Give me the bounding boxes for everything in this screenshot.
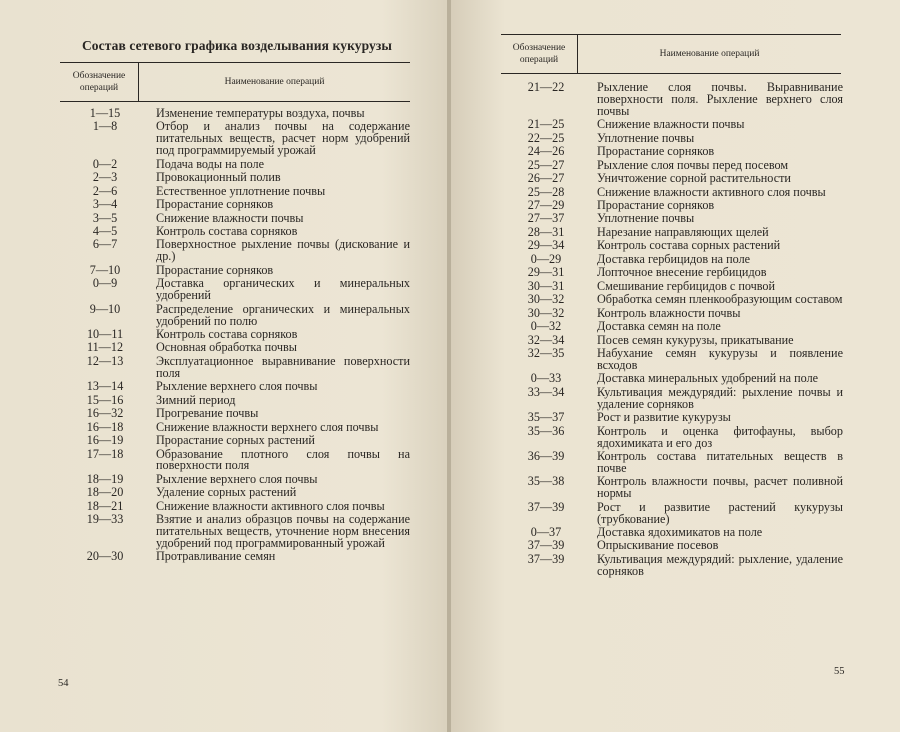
operation-name: Естественное уплотнение почвы xyxy=(156,183,326,198)
table-row xyxy=(501,499,843,526)
table-row xyxy=(60,471,410,486)
operation-code: 0—29 xyxy=(530,251,562,266)
table-row xyxy=(60,487,410,499)
operation-code: 36—39 xyxy=(527,448,565,463)
table-row xyxy=(501,224,843,239)
operation-code: 22—25 xyxy=(527,130,565,145)
operation-name: Рыхление слоя почвы перед посевом xyxy=(597,157,789,172)
table-row xyxy=(501,321,843,333)
operation-name: Протравливание семян xyxy=(156,549,276,564)
table-row xyxy=(501,278,843,293)
operation-code: 0—32 xyxy=(530,319,562,334)
operation-name: Контроль состава сорных растений xyxy=(597,238,781,253)
operation-code: 28—31 xyxy=(527,224,565,239)
header-name: Наименование операций xyxy=(224,77,325,87)
table-row xyxy=(501,412,843,424)
operation-name: Уплотнение почвы xyxy=(597,130,695,145)
operation-code: 0—2 xyxy=(92,156,118,171)
table-row xyxy=(501,119,843,131)
operation-code: 18—20 xyxy=(86,485,124,500)
operation-name: Обработка семян пленкообразующим составом xyxy=(597,292,843,307)
operation-code: 0—9 xyxy=(92,276,118,291)
table-header xyxy=(501,34,841,74)
operation-code: 27—37 xyxy=(527,211,565,226)
operation-name: Контроль состава питательных веществ в почве xyxy=(597,448,843,475)
table-row xyxy=(501,551,843,578)
operation-code: 16—32 xyxy=(86,406,124,421)
table-row xyxy=(60,183,410,198)
operation-name: Подача воды на поле xyxy=(156,156,265,171)
operation-code: 30—32 xyxy=(527,292,565,307)
operation-name: Культивация междурядий: рыхление почвы и удаление сорняков xyxy=(597,384,843,411)
operation-name: Снижение влажности верхнего слоя почвы xyxy=(156,419,379,434)
operation-code: 18—19 xyxy=(86,471,124,486)
operation-name: Рыхление верхнего слоя почвы xyxy=(156,379,318,394)
operation-name: Прорастание сорняков xyxy=(597,144,715,159)
operation-name: Доставка минеральных удобрений на поле xyxy=(597,371,819,386)
table-row xyxy=(60,435,410,447)
operation-name: Доставка органических и минеральных удобрений xyxy=(156,276,410,303)
table-row xyxy=(60,199,410,211)
operation-name: Доставка гербицидов на поле xyxy=(597,251,751,266)
operation-code: 1—8 xyxy=(92,119,118,134)
operation-code: 3—4 xyxy=(92,197,118,212)
table-row xyxy=(60,262,410,277)
table-row xyxy=(501,448,843,475)
operations-list-right xyxy=(501,82,843,579)
operation-code: 6—7 xyxy=(92,237,118,252)
table-row xyxy=(60,156,410,171)
operation-code: 21—22 xyxy=(527,80,565,94)
left-page xyxy=(0,0,449,732)
table-row xyxy=(501,130,843,145)
table-row xyxy=(60,326,410,341)
operation-code: 25—28 xyxy=(527,184,565,199)
operation-code: 37—39 xyxy=(527,499,565,514)
operation-code: 32—34 xyxy=(527,332,565,347)
operation-name: Контроль влажности почвы xyxy=(597,305,741,320)
table-row xyxy=(501,173,843,185)
operations-list-left xyxy=(60,108,410,565)
operation-name: Поверхностное рыхление почвы (дискование и др.) xyxy=(156,237,410,264)
operation-code: 13—14 xyxy=(86,379,124,394)
table-row xyxy=(60,381,410,393)
page-number-right: 55 xyxy=(834,666,845,677)
operation-code: 20—30 xyxy=(86,549,124,564)
table-row xyxy=(501,267,843,279)
operation-code: 10—11 xyxy=(86,326,124,341)
operation-code: 18—21 xyxy=(86,498,124,513)
operation-code: 30—32 xyxy=(527,305,565,320)
table-row xyxy=(501,476,843,500)
operation-code: 4—5 xyxy=(92,223,118,238)
table-title: Состав сетевого графика возделывания кукурузы xyxy=(81,38,393,53)
operation-code: 29—31 xyxy=(527,265,565,280)
operation-name: Уплотнение почвы xyxy=(597,211,695,226)
table-row xyxy=(60,342,410,354)
operation-name: Набухание семян кукурузы и появление всходов xyxy=(597,345,843,372)
table-row xyxy=(501,197,843,212)
table-row xyxy=(60,172,410,184)
operation-name: Снижение влажности почвы xyxy=(156,210,304,225)
operation-code: 2—3 xyxy=(92,170,118,185)
operation-name: Контроль состава сорняков xyxy=(156,223,298,238)
table-row xyxy=(60,392,410,407)
table-row xyxy=(60,223,410,238)
operation-name: Зимний период xyxy=(156,392,236,407)
header-code: Обозначение операций xyxy=(60,63,139,101)
operation-name: Опрыскивание посевов xyxy=(597,538,719,553)
table-row xyxy=(60,301,410,328)
operation-code: 17—18 xyxy=(86,446,124,461)
table-row xyxy=(501,423,843,450)
operation-name: Прорастание сорных растений xyxy=(156,433,315,448)
header-code: Обозначение операций xyxy=(501,35,578,73)
operation-name: Взятие и анализ образцов почвы на содержание питательных веществ, уточнение норм внесения удобрений под программированный урожай xyxy=(156,512,410,551)
page-number-left: 54 xyxy=(58,678,69,689)
operation-code: 37—39 xyxy=(527,538,565,553)
operation-code: 16—19 xyxy=(86,433,124,448)
operation-code: 26—27 xyxy=(527,171,565,186)
table-row xyxy=(60,408,410,420)
operation-code: 11—12 xyxy=(86,340,124,355)
table-row xyxy=(60,419,410,434)
operation-code: 25—27 xyxy=(527,157,565,172)
operation-name: Доставка ядохимикатов на поле xyxy=(597,525,763,540)
table-row xyxy=(60,278,410,302)
operation-name: Прорастание сорняков xyxy=(597,197,715,212)
table-row xyxy=(60,121,410,157)
operation-code: 9—10 xyxy=(89,301,121,316)
operation-code: 19—33 xyxy=(86,512,124,527)
operation-name: Отбор и анализ почвы на содержание питательных веществ, расчет норм удобрений под программируемый урожай xyxy=(156,119,410,158)
operation-code: 12—13 xyxy=(86,353,124,368)
operation-name: Культивация междурядий: рыхление, удаление сорняков xyxy=(597,551,843,578)
table-row xyxy=(501,146,843,158)
operation-name: Прорастание сорняков xyxy=(156,262,274,277)
table-row xyxy=(501,82,843,118)
table-row xyxy=(60,551,410,563)
operation-name: Смешивание гербицидов с почвой xyxy=(597,278,776,293)
operation-code: 15—16 xyxy=(86,392,124,407)
table-row xyxy=(501,332,843,347)
operation-code: 16—18 xyxy=(86,419,124,434)
table-row xyxy=(60,514,410,550)
table-row xyxy=(60,446,410,473)
operation-name: Уничтожение сорной растительности xyxy=(597,171,791,186)
table-row xyxy=(501,157,843,172)
operation-name: Снижение влажности активного слоя почвы xyxy=(597,184,826,199)
table-row xyxy=(501,213,843,225)
operation-code: 35—36 xyxy=(527,423,565,438)
operation-code: 33—34 xyxy=(527,384,565,399)
operation-name: Лопточное внесение гербицидов xyxy=(597,265,767,280)
header-name: Наименование операций xyxy=(659,49,760,59)
operation-name: Эксплуатационное выравнивание поверхности поля xyxy=(156,353,410,380)
operation-code: 3—5 xyxy=(92,210,118,225)
operation-code: 32—35 xyxy=(527,345,565,360)
table-row xyxy=(501,251,843,266)
operation-name: Провокационный полив xyxy=(156,170,281,185)
operation-code: 24—26 xyxy=(527,144,565,159)
operation-name: Снижение влажности почвы xyxy=(597,117,745,132)
operation-name: Нарезание направляющих щелей xyxy=(597,224,769,239)
table-row xyxy=(501,240,843,252)
operation-name: Удаление сорных растений xyxy=(156,485,297,500)
operation-name: Прогревание почвы xyxy=(156,406,259,421)
table-row xyxy=(501,384,843,411)
table-row xyxy=(501,294,843,306)
operation-name: Контроль влажности почвы, расчет поливной нормы xyxy=(597,474,843,501)
table-row xyxy=(60,210,410,225)
table-row xyxy=(60,239,410,263)
table-row xyxy=(501,540,843,552)
table-row xyxy=(501,345,843,372)
operation-name: Образование плотного слоя почвы на поверхности поля xyxy=(156,446,410,473)
operation-name: Контроль и оценка фитофауны, выбор ядохимиката и его доз xyxy=(597,423,843,450)
table-row xyxy=(501,305,843,320)
operation-name: Доставка семян на поле xyxy=(597,319,721,334)
operation-code: 27—29 xyxy=(527,197,565,212)
table-row xyxy=(60,498,410,513)
operation-code: 2—6 xyxy=(92,183,118,198)
table-row xyxy=(501,373,843,385)
operation-name: Изменение температуры воздуха, почвы xyxy=(156,106,365,120)
table-row xyxy=(501,184,843,199)
operation-code: 7—10 xyxy=(89,262,121,277)
operation-code: 35—37 xyxy=(527,410,565,425)
operation-code: 35—38 xyxy=(527,474,565,489)
operation-name: Контроль состава сорняков xyxy=(156,326,298,341)
operation-code: 29—34 xyxy=(527,238,565,253)
operation-name: Рост и развитие растений кукурузы (трубкование) xyxy=(597,499,843,526)
table-header xyxy=(60,62,410,102)
operation-name: Рыхление слоя почвы. Выравнивание поверхности поля. Рыхление верхнего слоя почвы xyxy=(597,80,843,118)
operation-name: Снижение влажности активного слоя почвы xyxy=(156,498,385,513)
operation-name: Рост и развитие кукурузы xyxy=(597,410,731,425)
operation-name: Рыхление верхнего слоя почвы xyxy=(156,471,318,486)
right-page xyxy=(451,0,900,732)
operation-name: Прорастание сорняков xyxy=(156,197,274,212)
operation-code: 37—39 xyxy=(527,551,565,566)
operation-code: 30—31 xyxy=(527,278,565,293)
table-row xyxy=(60,353,410,380)
operation-code: 0—37 xyxy=(530,525,562,540)
table-row xyxy=(60,108,410,120)
operation-name: Распределение органических и минеральных удобрений по полю xyxy=(156,301,410,328)
operation-name: Посев семян кукурузы, прикатывание xyxy=(597,332,794,347)
operation-code: 21—25 xyxy=(527,117,565,132)
operation-code: 1—15 xyxy=(89,106,121,120)
operation-code: 0—33 xyxy=(530,371,562,386)
operation-name: Основная обработка почвы xyxy=(156,340,297,355)
table-row xyxy=(501,527,843,539)
